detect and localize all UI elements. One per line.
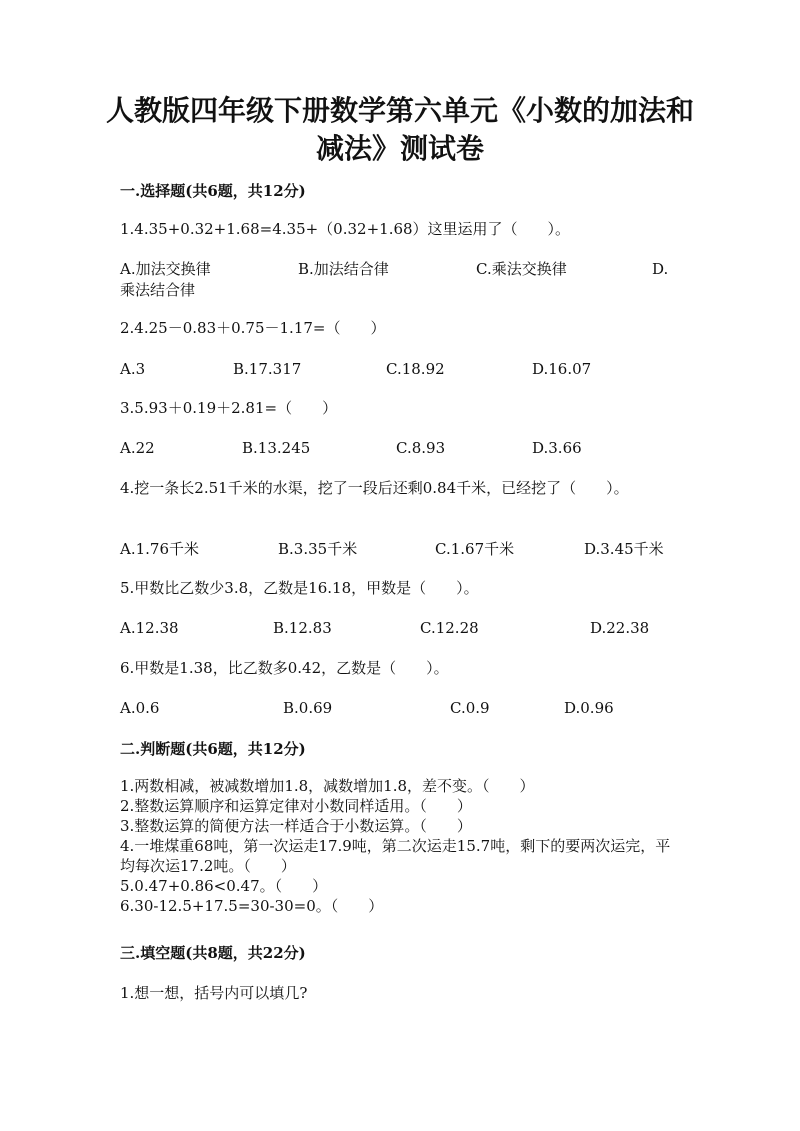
option-d: D.0.96 xyxy=(564,699,614,717)
choice-question-1: 1.4.35+0.32+1.68=4.35+（0.32+1.68）这里运用了（ ）。 xyxy=(120,220,571,238)
option-d-continued: 乘法结合律 xyxy=(120,281,196,299)
fill-question-1: 1.想一想，括号内可以填几? xyxy=(120,984,308,1002)
section-heading-judge: 二.判断题(共6题，共12分) xyxy=(120,740,306,758)
choice-question-4: 4.挖一条长2.51千米的水渠，挖了一段后还剩0.84千米，已经挖了（ ）。 xyxy=(120,479,629,497)
judge-question-6: 6.30-12.5+17.5=30-30=0。（ ） xyxy=(120,897,384,915)
option-b: B.13.245 xyxy=(242,439,311,457)
option-b: B.0.69 xyxy=(283,699,333,717)
option-d: D.22.38 xyxy=(590,619,650,637)
option-a: A.12.38 xyxy=(120,619,179,637)
choice-question-2: 2.4.25－0.83＋0.75－1.17=（ ） xyxy=(120,319,386,337)
choice-options-4 xyxy=(120,538,680,560)
option-c: C.12.28 xyxy=(420,619,479,637)
judge-question-list xyxy=(120,776,685,916)
choice-options-2 xyxy=(120,358,680,380)
option-b: B.17.317 xyxy=(233,360,302,378)
judge-question-1: 1.两数相减，被减数增加1.8，减数增加1.8，差不变。（ ） xyxy=(120,777,535,795)
page-title: 人教版四年级下册数学第六单元《小数的加法和减法》测试卷 xyxy=(105,94,694,165)
choice-question-5: 5.甲数比乙数少3.8，乙数是16.18，甲数是（ ）。 xyxy=(120,579,479,597)
option-d: D.3.45千米 xyxy=(584,540,664,558)
option-d: D. xyxy=(652,260,669,278)
section-heading-fill: 三.填空题(共8题，共22分) xyxy=(120,944,306,962)
option-c: C.18.92 xyxy=(386,360,445,378)
option-c: C.1.67千米 xyxy=(435,540,515,558)
option-d: D.16.07 xyxy=(532,360,592,378)
judge-question-3: 3.整数运算的简便方法一样适合于小数运算。（ ） xyxy=(120,817,472,835)
judge-question-5: 5.0.47+0.86<0.47。（ ） xyxy=(120,877,328,895)
choice-question-6: 6.甲数是1.38，比乙数多0.42，乙数是（ ）。 xyxy=(120,659,449,677)
option-a: A.加法交换律 xyxy=(120,260,211,278)
option-d: D.3.66 xyxy=(532,439,582,457)
option-a: A.1.76千米 xyxy=(120,540,199,558)
option-b: B.12.83 xyxy=(273,619,332,637)
choice-options-6 xyxy=(120,697,680,719)
option-b: B.3.35千米 xyxy=(278,540,358,558)
choice-question-3: 3.5.93＋0.19＋2.81=（ ） xyxy=(120,399,338,417)
choice-options-1 xyxy=(120,258,680,280)
option-a: A.22 xyxy=(120,439,155,457)
option-a: A.0.6 xyxy=(120,699,160,717)
option-a: A.3 xyxy=(120,360,146,378)
section-heading-choice: 一.选择题(共6题，共12分) xyxy=(120,182,306,200)
judge-question-2: 2.整数运算顺序和运算定律对小数同样适用。（ ） xyxy=(120,797,472,815)
choice-options-5 xyxy=(120,617,680,639)
choice-options-3 xyxy=(120,437,680,459)
option-c: C.0.9 xyxy=(450,699,490,717)
option-b: B.加法结合律 xyxy=(298,260,389,278)
option-c: C.8.93 xyxy=(396,439,446,457)
judge-question-4: 4.一堆煤重68吨，第一次运走17.9吨，第二次运走15.7吨，剩下的要两次运完，平均每次运17.2吨。（ ） xyxy=(120,837,671,875)
option-c: C.乘法交换律 xyxy=(476,260,567,278)
